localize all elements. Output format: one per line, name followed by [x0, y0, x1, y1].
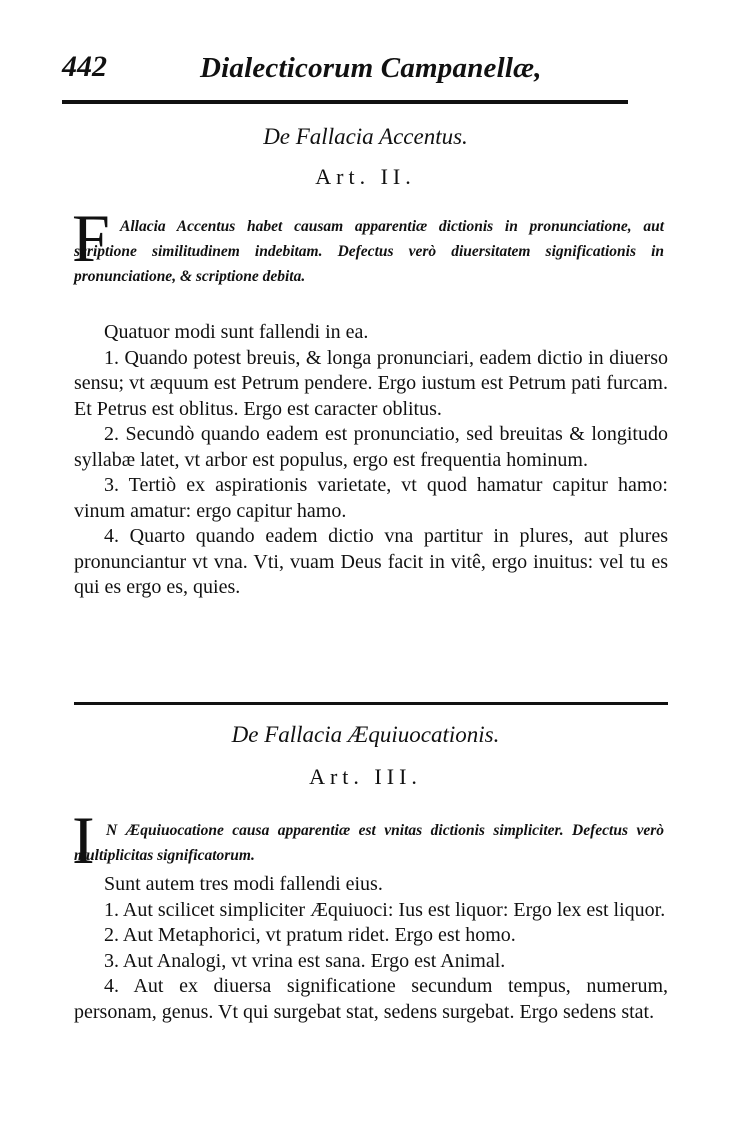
paragraph-2: 2. Secundò quando eadem est pronunciatio, sed breuitas & longitudo syllabæ latet, vt arbor est populus, ergo est frequentia hominum.	[74, 423, 668, 471]
body-aequiuocationis	[74, 872, 668, 1025]
section-rule	[74, 702, 668, 705]
header-rule	[62, 100, 628, 104]
paragraph-2: 2. Aut Metaphorici, vt pratum ridet. Ergo est homo.	[104, 924, 516, 946]
page-header	[62, 48, 662, 92]
article-label-3: Art. III.	[309, 764, 422, 789]
paragraph-intro: Sunt autem tres modi fallendi eius.	[104, 873, 383, 895]
running-head: Dialecticorum Campanellæ,	[200, 52, 542, 84]
paragraph-3: 3. Tertiò ex aspirationis varietate, vt quod hamatur capitur hamo: vinum amatur: ergo capitur hamo.	[74, 474, 668, 522]
paragraph-4: 4. Quarto quando eadem dictio vna partitur in plures, aut plures pronunciantur vt vna. Vti, vuam Deus facit in vitê, ergo inuitus: vel tu es qui es ergo es, quies.	[74, 525, 668, 598]
section-title-accentus: De Fallacia Accentus.	[263, 124, 468, 149]
drop-cap-i: I	[72, 802, 95, 878]
definition-aequiuocationis: N Æquiuocatione causa apparentiæ est vnitas dictionis simpliciter. Defectus verò multiplicitas significatorum.	[74, 822, 664, 864]
body-accentus	[74, 320, 668, 601]
article-label-2: Art. II.	[315, 164, 416, 189]
section-title-aequiuocationis: De Fallacia Æquiuocationis.	[231, 722, 500, 747]
paragraph-intro: Quatuor modi sunt fallendi in ea.	[104, 321, 369, 343]
paragraph-1: 1. Quando potest breuis, & longa pronunciari, eadem dictio in diuerso sensu; vt æquum est Petrum pendere. Ergo iustum est Petrum pati furcam. Et Petrus est oblitus. Ergo est caracter oblitus.	[74, 346, 668, 420]
drop-cap-f: F	[72, 200, 110, 276]
definition-accentus: Allacia Accentus habet causam apparentiæ dictionis in pronunciatione, aut scriptione similitudinem indebitam. Defectus verò diuersitatem significationis in pronunciatione, & scriptione debita.	[74, 218, 664, 285]
page-number: 442	[62, 50, 107, 83]
paragraph-1: 1. Aut scilicet simpliciter Æquiuoci: Ius est liquor: Ergo lex est liquor.	[104, 898, 666, 921]
paragraph-4: 4. Aut ex diuersa significatione secundum tempus, numerum, personam, genus. Vt qui surgebat stat, sedens surgebat. Ergo sedens stat.	[74, 975, 668, 1023]
paragraph-3: 3. Aut Analogi, vt vrina est sana. Ergo est Animal.	[104, 949, 506, 972]
